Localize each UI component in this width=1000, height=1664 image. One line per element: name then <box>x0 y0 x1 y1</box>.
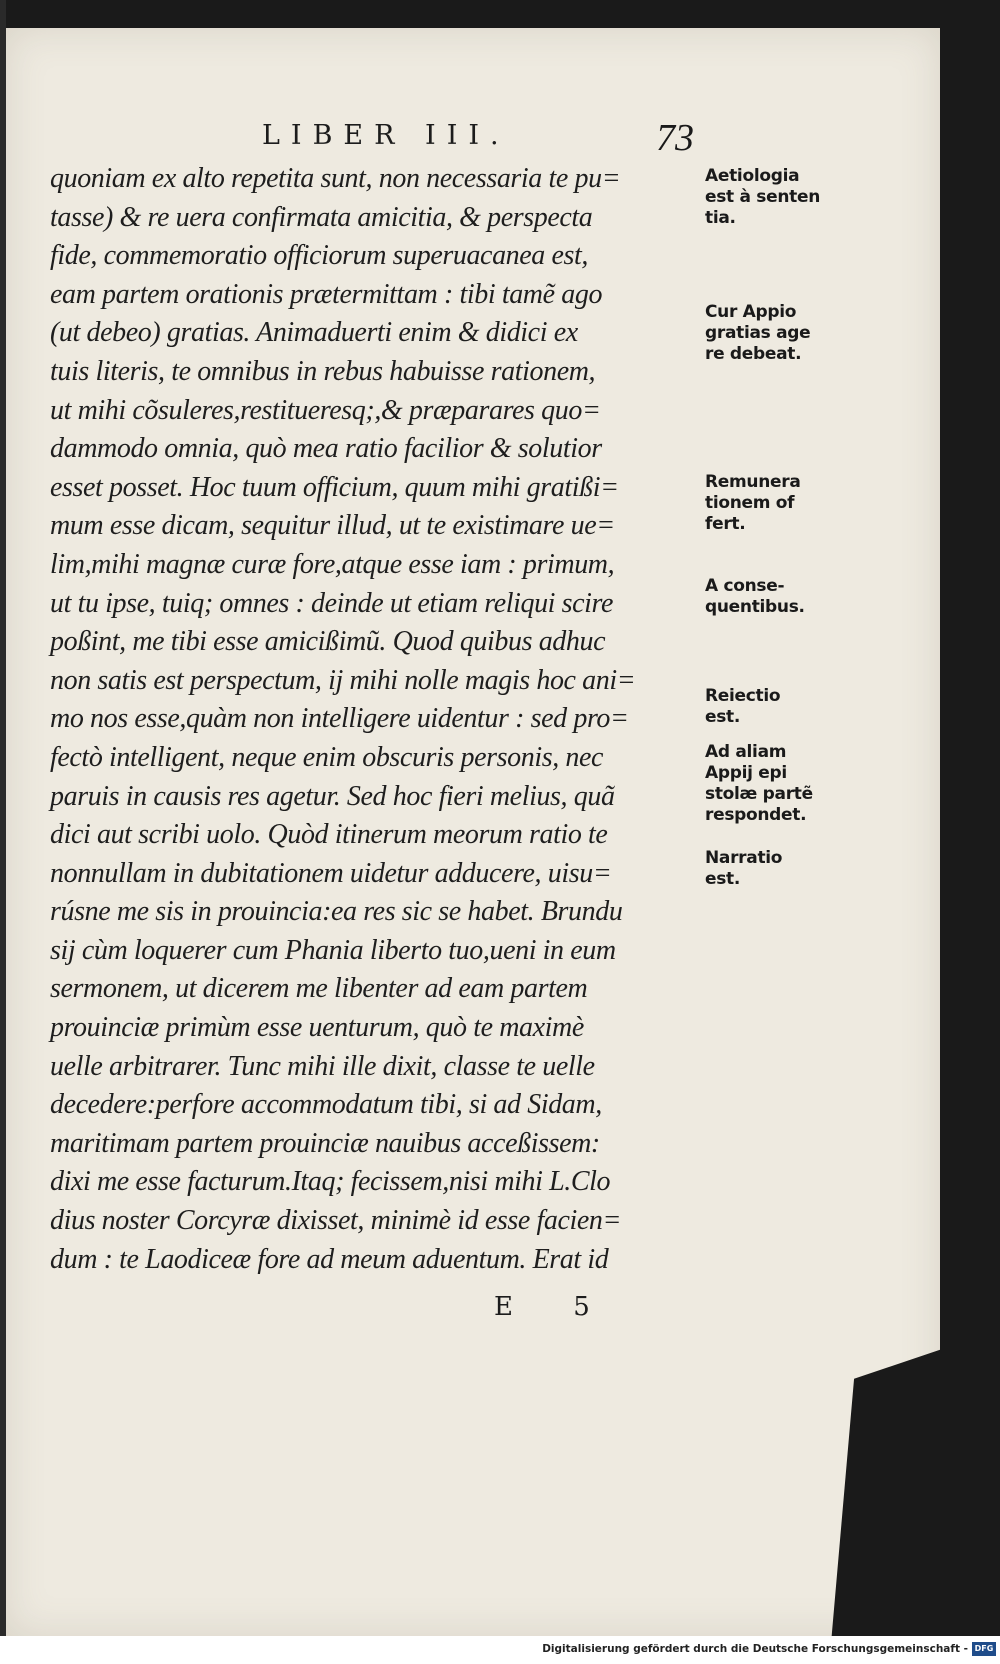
page-spine-edge <box>0 0 6 1636</box>
text-line: nonnullam in dubitationem uidetur adducere, uisu= <box>50 857 612 889</box>
text-line: fide, commemoratio officiorum superuacanea est, <box>50 240 589 272</box>
text-line: dici aut scribi uolo. Quòd itinerum meorum ratio te <box>50 819 608 851</box>
margin-note: Ad aliam Appij epi stolæ partẽ respondet. <box>705 742 813 825</box>
text-line: prouinciæ primùm esse uenturum, quò te maximè <box>50 1012 584 1044</box>
text-line: decedere:perfore accommodatum tibi, si ad Sidam, <box>50 1089 602 1121</box>
text-line: ut mihi cõsuleres,restitueresq;,& præparares quo= <box>50 394 601 426</box>
text-line: dum : te Laodiceæ fore ad meum aduentum. Erat id <box>50 1243 609 1275</box>
body-text <box>50 160 706 1279</box>
text-line: fectò intelligent, neque enim obscuris personis, nec <box>50 741 604 773</box>
text-line: sermonem, ut dicerem me libenter ad eam partem <box>50 973 588 1005</box>
text-line: dammodo omnia, quò mea ratio facilior & solutior <box>50 433 602 465</box>
text-line: ut tu ipse, tuiq; omnes : deinde ut etiam reliqui scire <box>50 587 614 619</box>
text-line: mum esse dicam, sequitur illud, ut te existimare ue= <box>50 510 615 542</box>
margin-note: Aetiologia est à senten tia. <box>705 166 820 228</box>
text-line: maritimam partem prouinciæ nauibus acceßissem: <box>50 1127 600 1159</box>
text-line: paruis in causis res agetur. Sed hoc fieri melius, quã <box>50 780 615 812</box>
margin-note: Narratio est. <box>705 848 783 889</box>
text-line: non satis est perspectum, ij mihi nolle magis hoc ani= <box>50 664 636 696</box>
margin-note: Reiectio est. <box>705 686 781 727</box>
text-line: tuis literis, te omnibus in rebus habuisse rationem, <box>50 355 596 387</box>
text-line: lim,mihi magnæ curæ fore,atque esse iam : primum, <box>50 548 615 580</box>
text-line: mo nos esse,quàm non intelligere uidentur : sed pro= <box>50 703 629 735</box>
text-line: esset posset. Hoc tuum officium, quum mihi gratißi= <box>50 471 619 503</box>
text-line: eam partem orationis prætermittam : tibi tamẽ ago <box>50 278 603 310</box>
footer-strip <box>0 1636 1000 1664</box>
funding-credit: Digitalisierung gefördert durch die Deutsche Forschungsgemeinschaft - <box>542 1643 968 1655</box>
text-line: rúsne me sis in prouincia:ea res sic se habet. Brundu <box>50 896 623 928</box>
text-line: quoniam ex alto repetita sunt, non necessaria te pu= <box>50 163 621 194</box>
dfg-logo-icon: DFG <box>972 1642 996 1656</box>
text-line: sij cùm loquerer cum Phania liberto tuo,ueni in eum <box>50 934 616 966</box>
margin-note: A conse- quentibus. <box>705 576 805 617</box>
text-line: poßint, me tibi esse amicißimũ. Quod quibus adhuc <box>50 626 606 658</box>
text-line: dixi me esse facturum.Itaq; fecissem,nisi mihi L.Clo <box>50 1166 611 1198</box>
margin-note: Remunera tionem of fert. <box>705 472 801 534</box>
text-line: tasse) & re uera confirmata amicitia, & perspecta <box>50 201 593 233</box>
running-head <box>0 117 1000 160</box>
text-line: (ut debeo) gratias. Animaduerti enim & didici ex <box>50 317 578 349</box>
page-number: 73 <box>656 117 694 159</box>
margin-note: Cur Appio gratias age re debeat. <box>705 302 811 364</box>
text-line: uelle arbitrarer. Tunc mihi ille dixit, classe te uelle <box>50 1050 595 1082</box>
signature-mark: E 5 <box>494 1292 616 1322</box>
text-line: dius noster Corcyræ dixisset, minimè id esse facien= <box>50 1205 621 1237</box>
running-title: LIBER III. <box>262 120 510 151</box>
